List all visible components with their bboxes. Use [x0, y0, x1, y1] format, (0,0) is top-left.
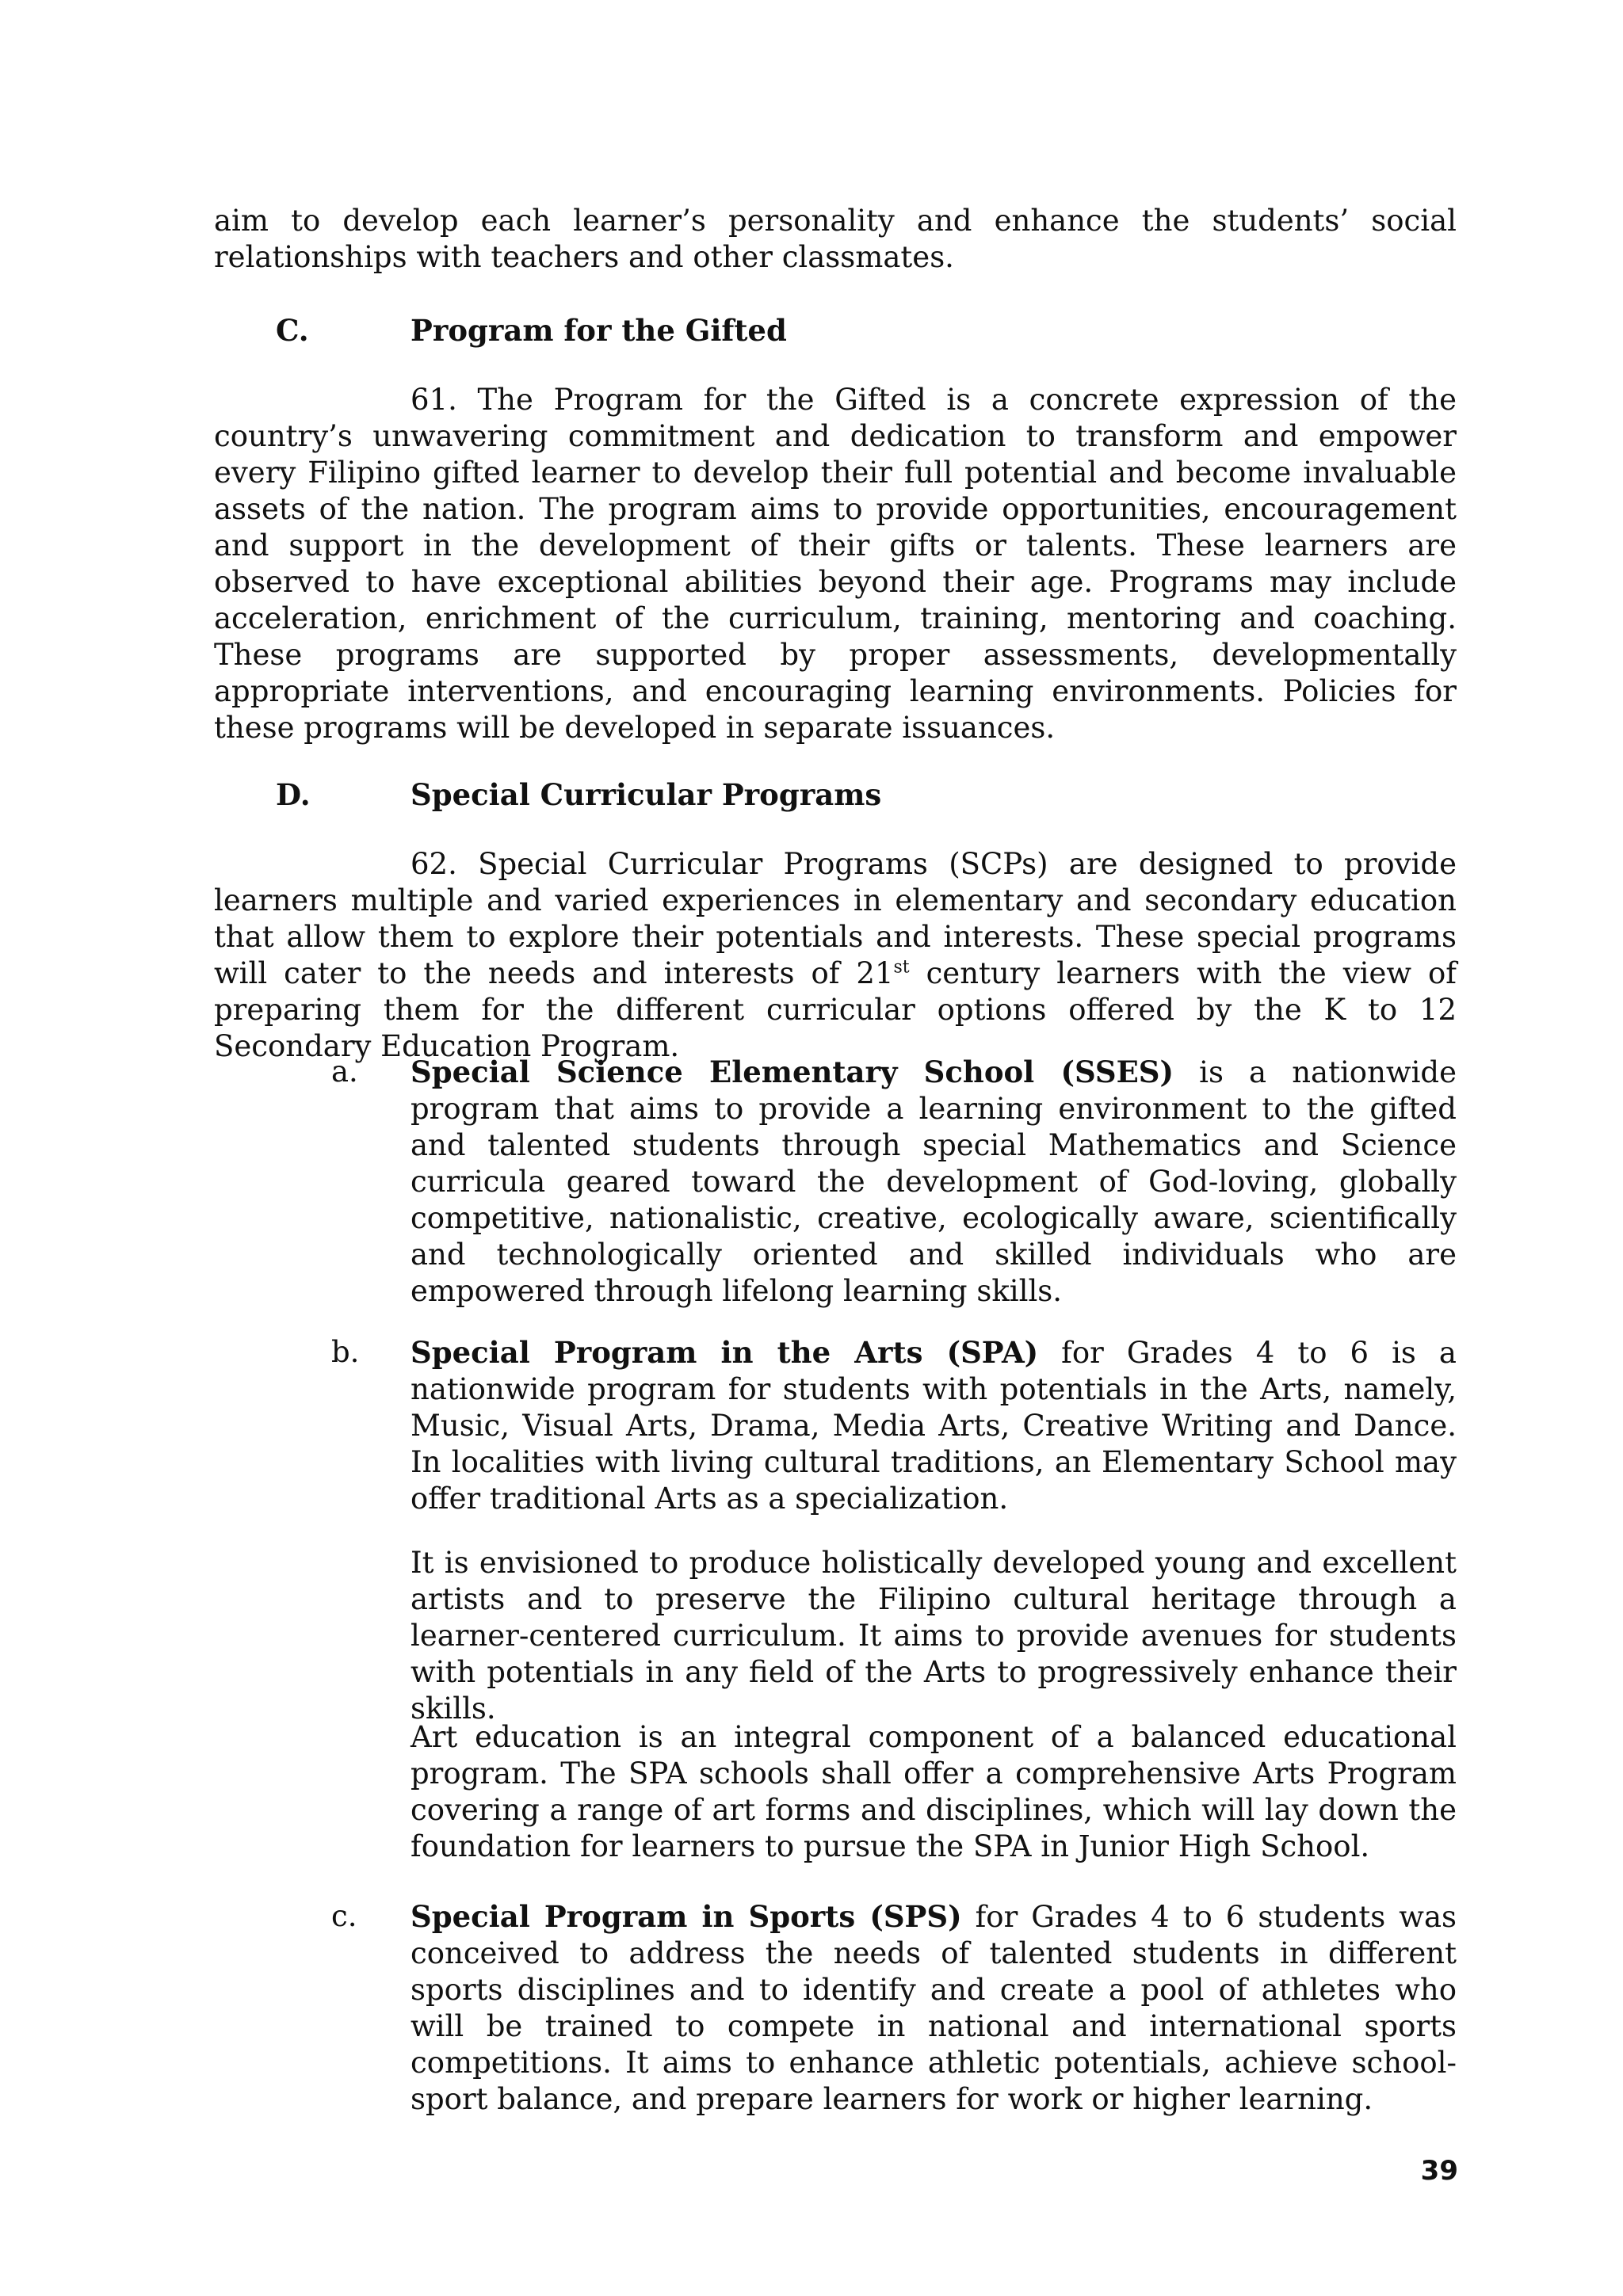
intro-paragraph: aim to develop each learner’s personality and enhance the students’ social relationships with teachers and other classmates.: [214, 204, 1457, 274]
section-c-title: Program for the Gifted: [411, 313, 787, 348]
list-marker: a.: [331, 1055, 358, 1089]
list-item-sses: [331, 1054, 1457, 1307]
paragraph-62-text-end: century learners with the view of preparing them for the different curricular options offered by the K to 12 Secondary Education Program.: [214, 956, 1457, 1063]
section-c-heading: [276, 312, 989, 349]
list-item-text: [411, 1054, 1457, 1310]
program-description: for Grades 4 to 6 students was conceived to address the needs of talented students in different sports disciplines and to identify and create a pool of athletes who will be trained to compete in national and international sports competitions. It aims to enhance athletic potentials, achieve school-sport balance, and prepare learners for work or higher learning.: [411, 1900, 1457, 2116]
list-item-text: [411, 1898, 1457, 2118]
section-d-letter: D.: [276, 777, 311, 812]
list-item-text: [411, 1334, 1457, 1517]
page-number: 39: [1420, 2155, 1458, 2187]
spa-paragraph: Art education is an integral component of a balanced educational program. The SPA schools shall offer a comprehensive Arts Program covering a range of art forms and disciplines, which will lay down the foundation for learners to pursue the SPA in Junior High School.: [411, 1720, 1457, 1863]
list-item-spa: [331, 1334, 1457, 1516]
program-name: Special Science Elementary School (SSES): [411, 1055, 1174, 1089]
program-name: Special Program in the Arts (SPA): [411, 1335, 1039, 1370]
section-d-heading: [276, 776, 989, 813]
list-marker: c.: [331, 1899, 357, 1933]
list-marker: b.: [331, 1335, 360, 1369]
program-description: for Grades 4 to 6 is a nationwide program for students with potentials in the Arts, namely, Music, Visual Arts, Drama, Media Arts, Creative Writing and Dance. In localities with living cultural traditions, an Elementary School may offer traditional Arts as a specialization.: [411, 1336, 1457, 1516]
spa-paragraph: It is envisioned to produce holistically developed young and excellent artists and to preserve the Filipino cultural heritage through a learner-centered curriculum. It aims to provide avenues for students with potentials in any field of the Arts to progressively enhance their skills.: [411, 1546, 1457, 1726]
list-item-sps: [331, 1898, 1457, 2120]
section-d-title: Special Curricular Programs: [411, 777, 882, 812]
paragraph-62-text: 62. Special Curricular Programs (SCPs) are designed to provide learners multiple and varied experiences in elementary and secondary education that allow them to explore their potentials and interests. These special programs will cater to the needs and interests of 21: [214, 847, 1457, 990]
section-c-letter: C.: [276, 313, 309, 348]
paragraph-61: 61. The Program for the Gifted is a concrete expression of the country’s unwavering commitment and dedication to transform and empower every Filipino gifted learner to develop their full potential and become invaluable assets of the nation. The program aims to provide opportunities, encouragement and support in the development of their gifts or talents. These learners are observed to have exceptional abilities beyond their age. Programs may include acceleration, enrichment of the curriculum, training, mentoring and coaching. These programs are supported by proper assessments, developmentally appropriate interventions, and encouraging learning environments. Policies for these programs will be developed in separate issuances.: [214, 383, 1457, 745]
ordinal-suffix: st: [893, 957, 910, 978]
program-name: Special Program in Sports (SPS): [411, 1899, 962, 1934]
program-description: is a nationwide program that aims to provide a learning environment to the gifted and talented students through special Mathematics and Science curricula geared toward the development of God-loving, globally competitive, nationalistic, creative, ecologically aware, scientifically and technologically oriented and skilled individuals who are empowered through lifelong learning skills.: [411, 1055, 1457, 1308]
paragraph-62: [214, 846, 1457, 1065]
